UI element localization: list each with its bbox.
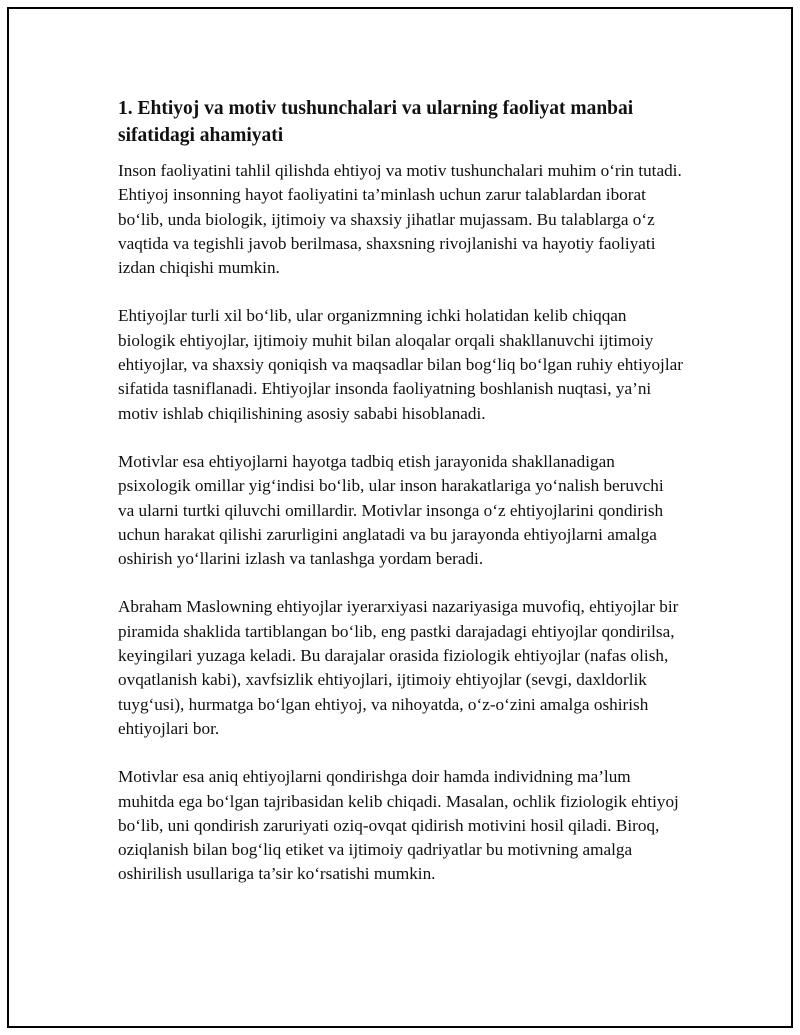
paragraph-2: Ehtiyojlar turli xil bo‘lib, ular organizmning ichki holatidan kelib chiqqan biologik ehtiyojlar, ijtimoiy muhit bilan aloqalar orqali shakllanuvchi ijtimoiy ehtiyojlar, va shaxsiy qoniqish va maqsadlar bilan bog‘liq bo‘lgan ruhiy ehtiyojlar sifatida tasniflanadi. Ehtiyojlar insonda faoliyatning boshlanish nuqtasi, ya’ni motiv ishlab chiqilishining asosiy sababi hisoblanadi. — [118, 306, 683, 423]
paragraph-3: Motivlar esa ehtiyojlarni hayotga tadbiq etish jarayonida shakllanadigan psixologik omillar yig‘indisi bo‘lib, ular inson harakatlariga yo‘nalish beruvchi va ularni turtki qiluvchi omillardir. Motivlar insonga o‘z ehtiyojlarini qondirish uchun harakat qilishi zarurligini anglatadi va bu jarayonda ehtiyojlarni amalga oshirish yo‘llarini izlash va tanlashga yordam beradi. — [118, 451, 664, 569]
document-body — [118, 95, 684, 911]
paragraph-1: Inson faoliyatini tahlil qilishda ehtiyoj va motiv tushunchalari muhim o‘rin tutadi. Ehtiyoj insonning hayot faoliyatini ta’minlash uchun zarur talablardan iborat bo‘lib, unda biologik, ijtimoiy va shaxsiy jihatlar mujassam. Bu talablarga o‘z vaqtida va tegishli javob berilmasa, shaxsning rivojlanishi va hayotiy faoliyati izdan chiqishi mumkin. — [118, 161, 682, 278]
section-heading: 1. Ehtiyoj va motiv tushunchalari va ularning faoliyat manbai sifatidagi ahamiyati — [118, 98, 634, 146]
paragraph-5: Motivlar esa aniq ehtiyojlarni qondirishga doir hamda individning ma’lum muhitda ega bo‘lgan tajribasidan kelib chiqadi. Masalan, ochlik fiziologik ehtiyoj bo‘lib, uni qondirish zaruriyati oziq-ovqat qidirish motivini hosil qiladi. Biroq, oziqlanish bilan bog‘liq etiket va ijtimoiy qadriyatlar bu motivning amalga oshirilish usullariga ta’sir ko‘rsatishi mumkin. — [118, 767, 679, 884]
paragraph-4: Abraham Maslowning ehtiyojlar iyerarxiyasi nazariyasiga muvofiq, ehtiyojlar bir piramida shaklida tartiblangan bo‘lib, eng pastki darajadagi ehtiyojlar qondirilsa, keyingilari yuzaga keladi. Bu darajalar orasida fiziologik ehtiyojlar (nafas olish, ovqatlanish kabi), xavfsizlik ehtiyojlari, ijtimoiy ehtiyojlar (sevgi, daxldorlik tuyg‘usi), hurmatga bo‘lgan ehtiyoj, va nihoyatda, o‘z-o‘zini amalga oshirish ehtiyojlari bor. — [118, 597, 679, 738]
